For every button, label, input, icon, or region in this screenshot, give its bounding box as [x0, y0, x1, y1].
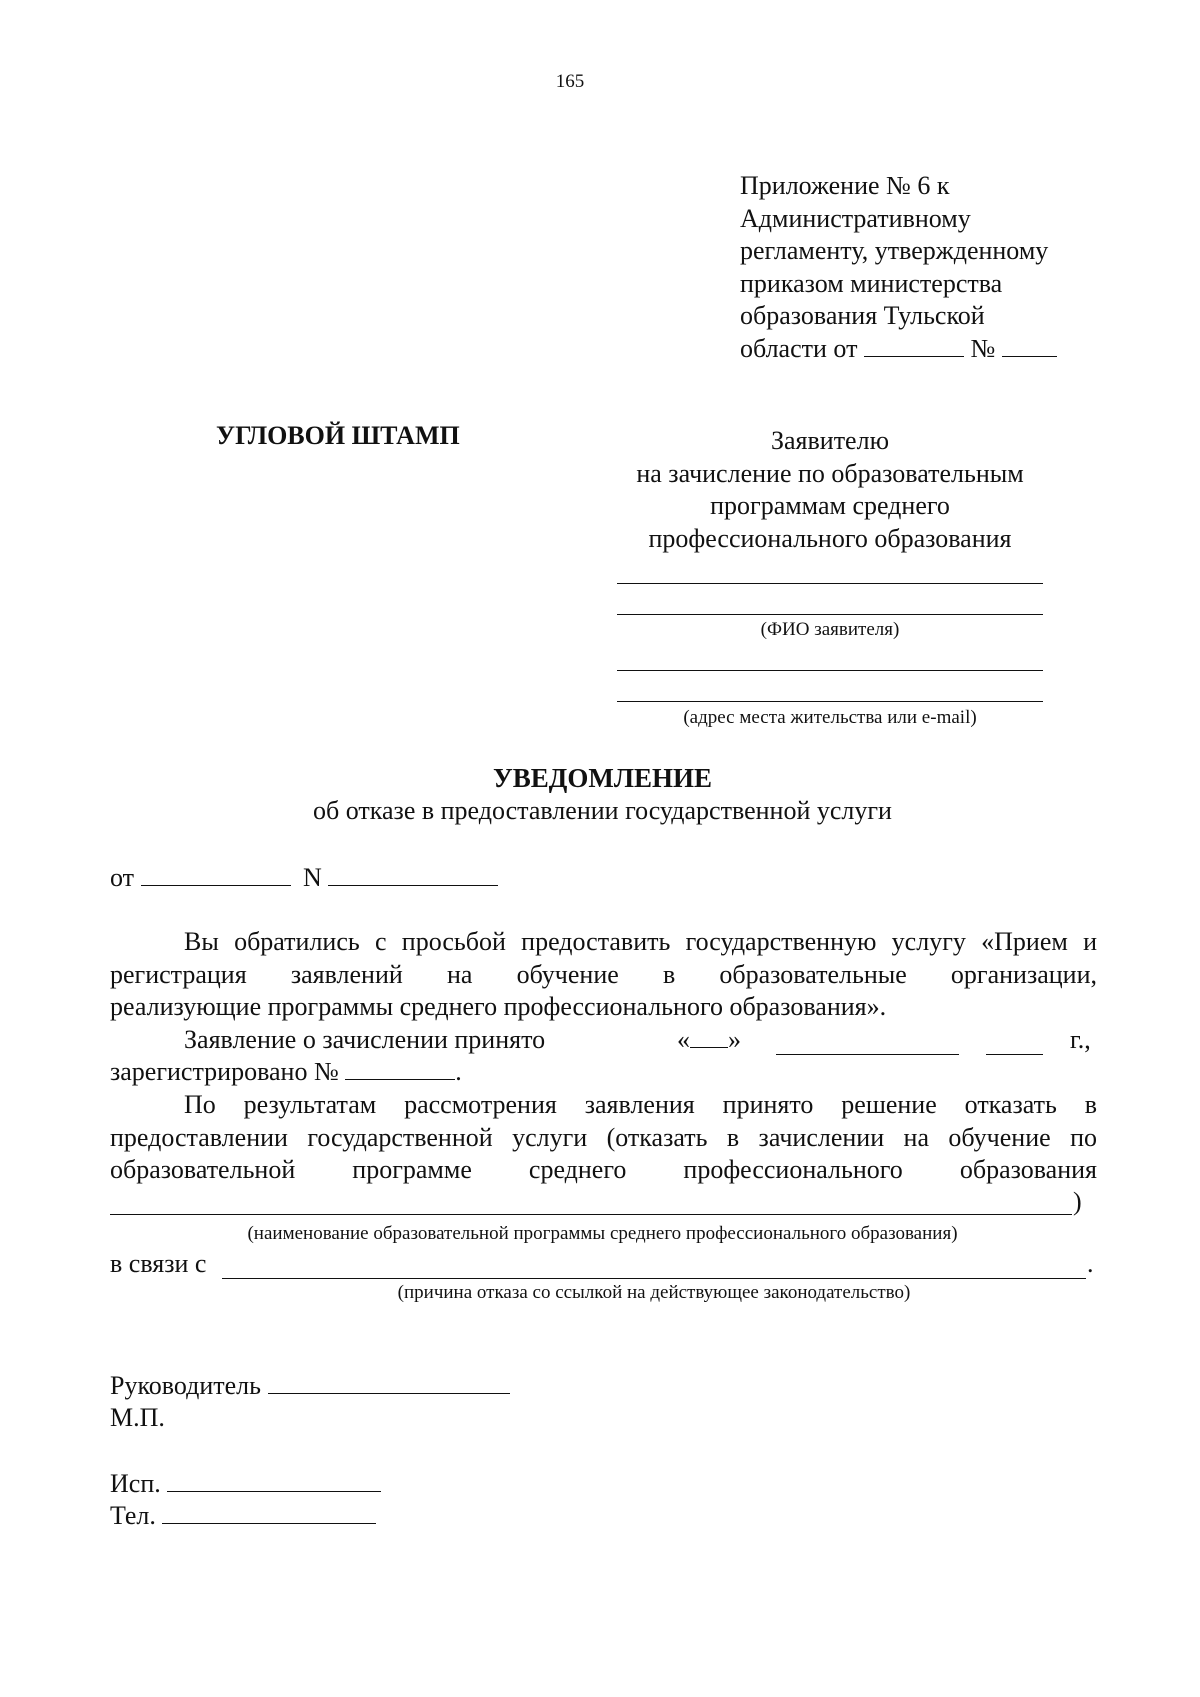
appendix-block: [740, 170, 1057, 365]
head-signature-line: [110, 1370, 510, 1403]
page-number: 165: [555, 71, 585, 92]
fio-blank-2[interactable]: [617, 614, 1043, 615]
reason-blank[interactable]: [222, 1278, 1086, 1279]
paragraph-1-line-3: реализующие программы среднего профессионального образования».: [110, 992, 887, 1021]
reason-period: .: [1087, 1249, 1094, 1278]
phone-label: Тел.: [110, 1501, 156, 1530]
application-accepted-label: Заявление о зачислении принято: [184, 1025, 546, 1054]
application-day-field: [677, 1024, 741, 1057]
appendix-line-5: образования Тульской: [740, 301, 985, 330]
address-blank-2[interactable]: [617, 701, 1043, 702]
appendix-line-2: Административному: [740, 203, 971, 233]
appendix-line-1: Приложение № 6 к: [740, 171, 950, 200]
paragraph-3-line-3: образовательной программе среднего профессионального образования: [110, 1155, 1097, 1184]
registered-line: [110, 1056, 462, 1089]
paragraph-request: [110, 926, 1097, 1024]
paragraph-3-line-2: предоставлении государственной услуги (отказать в зачислении на обучение по: [110, 1122, 1097, 1152]
address-caption: (адрес места жительства или e-mail): [683, 707, 977, 728]
recipient-line-2: на зачисление по образовательным: [636, 458, 1024, 488]
reason-caption: (причина отказа со ссылкой на действующее законодательство): [397, 1282, 911, 1303]
notice-heading: УВЕДОМЛЕНИЕ: [492, 763, 713, 793]
appendix-number-label: №: [970, 333, 996, 363]
appendix-line-6: [740, 333, 1057, 366]
notice-subheading: об отказе в предоставлении государственной услуги: [313, 795, 892, 825]
paragraph-1-line-2: регистрация заявлений на обучение в образовательные организации,: [110, 959, 1097, 989]
month-blank[interactable]: [776, 1054, 959, 1055]
program-caption: (наименование образовательной программы среднего профессионального образования): [247, 1223, 958, 1244]
recipient-line-3: программам среднего: [710, 491, 950, 520]
appendix-date-blank[interactable]: [864, 355, 964, 357]
head-signature-blank[interactable]: [268, 1392, 510, 1394]
number-blank[interactable]: [328, 884, 498, 886]
year-blank[interactable]: [986, 1054, 1043, 1055]
number-label: N: [303, 863, 322, 892]
executor-label: Исп.: [110, 1469, 161, 1498]
program-close-paren: ): [1073, 1187, 1082, 1216]
date-number-line: [110, 862, 498, 895]
address-blank-1[interactable]: [617, 670, 1043, 671]
day-blank[interactable]: [690, 1046, 728, 1048]
appendix-number-blank[interactable]: [1002, 355, 1057, 357]
date-blank[interactable]: [141, 884, 291, 886]
appendix-line-3: регламенту, утвержденному: [740, 236, 1049, 265]
executor-line: [110, 1468, 381, 1501]
recipient-block: [615, 425, 1045, 555]
paragraph-decision: [110, 1089, 1097, 1187]
head-label: Руководитель: [110, 1371, 261, 1400]
registered-label: зарегистрировано №: [110, 1057, 339, 1086]
registration-number-blank[interactable]: [345, 1078, 455, 1080]
quote-open: «: [677, 1025, 690, 1054]
registered-period: .: [455, 1057, 462, 1086]
recipient-line-4: профессионального образования: [648, 523, 1012, 553]
program-name-blank[interactable]: [110, 1214, 1072, 1215]
executor-blank[interactable]: [167, 1490, 381, 1492]
quote-close: »: [728, 1025, 741, 1054]
appendix-line-4: приказом министерства: [740, 268, 1003, 298]
recipient-line-1: Заявителю: [770, 426, 889, 455]
paragraph-1-line-1: Вы обратились с просьбой предоставить государственную услугу «Прием и: [184, 927, 1097, 956]
phone-line: [110, 1500, 376, 1533]
fio-caption: (ФИО заявителя): [760, 619, 900, 640]
reason-label: в связи с: [110, 1249, 207, 1278]
corner-stamp-label: УГЛОВОЙ ШТАМП: [216, 421, 460, 450]
year-suffix: г.,: [1070, 1025, 1091, 1054]
phone-blank[interactable]: [162, 1522, 376, 1524]
fio-blank-1[interactable]: [617, 583, 1043, 584]
paragraph-3-line-1: По результатам рассмотрения заявления принято решение отказать в: [184, 1090, 1097, 1119]
date-label: от: [110, 863, 135, 892]
appendix-date-label: области от: [740, 333, 858, 363]
notice-title-block: [110, 762, 1095, 827]
seal-label: М.П.: [110, 1403, 165, 1432]
